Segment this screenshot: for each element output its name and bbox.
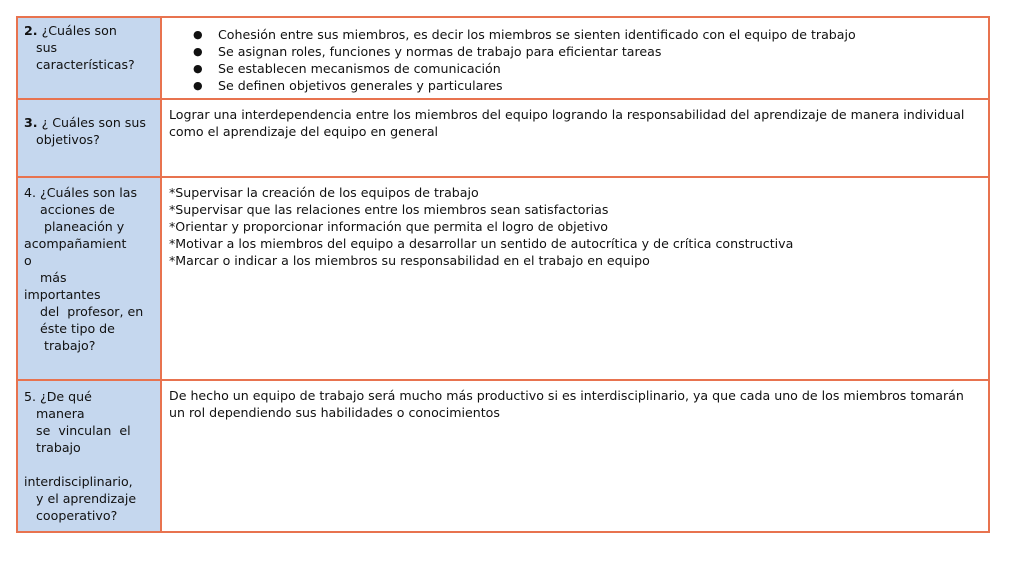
list-item: *Marcar o indicar a los miembros su responsabilidad en el trabajo en equipo: [169, 253, 650, 268]
question-text-3: 3. ¿ Cuáles son sus objetivos?: [24, 115, 146, 147]
list-item: ● Se establecen mecanismos de comunicación: [193, 60, 980, 77]
question-cell-4: [17, 177, 161, 380]
list-item: ● Cohesión entre sus miembros, es decir los miembros se sienten identificado con el equipo de trabajo: [193, 26, 980, 43]
table-row-2: [17, 17, 989, 99]
list-item: ● Se definen objetivos generales y particulares: [193, 77, 980, 94]
question-number-3: 3.: [24, 115, 38, 130]
list-item: *Motivar a los miembros del equipo a desarrollar un sentido de autocrítica y de crítica constructiva: [169, 236, 794, 251]
list-item: *Orientar y proporcionar información que permita el logro de objetivo: [169, 219, 608, 234]
question-cell-5: [17, 380, 161, 532]
answer-cell-4: [161, 177, 989, 380]
table-row-5: [17, 380, 989, 532]
question-cell-3: [17, 99, 161, 177]
question-text-5: 5. ¿De qué manera se vinculan el trabajo interdisciplinario, y el aprendizaje cooperativo?: [24, 389, 137, 523]
characteristics-list: [169, 26, 980, 94]
list-item: ● Se asignan roles, funciones y normas de trabajo para eficientar tareas: [193, 43, 980, 60]
list-item: *Supervisar que las relaciones entre los miembros sean satisfactorias: [169, 202, 609, 217]
answer-cell-5: [161, 380, 989, 532]
objectives-answer: Lograr una interdependencia entre los miembros del equipo logrando la responsabilidad del aprendizaje de manera individual como el aprendizaje del equipo en general: [169, 107, 965, 139]
question-cell-2: [17, 17, 161, 99]
answer-cell-2: [161, 17, 989, 99]
list-item: *Supervisar la creación de los equipos de trabajo: [169, 185, 479, 200]
question-text-2: 2. ¿Cuáles son sus características?: [24, 23, 135, 72]
answer-cell-3: [161, 99, 989, 177]
question-text-4: 4. ¿Cuáles son las acciones de planeación y acompañamient o más importantes del profesor, en éste tipo de trabajo?: [24, 185, 144, 353]
question-number-2: 2.: [24, 23, 38, 38]
table-row-4: [17, 177, 989, 380]
table-row-3: [17, 99, 989, 177]
interdisciplinary-answer: De hecho un equipo de trabajo será mucho más productivo si es interdisciplinario, ya que cada uno de los miembros tomarán un rol dependiendo sus habilidades o conocimientos: [169, 388, 964, 420]
qa-table: [16, 16, 990, 533]
